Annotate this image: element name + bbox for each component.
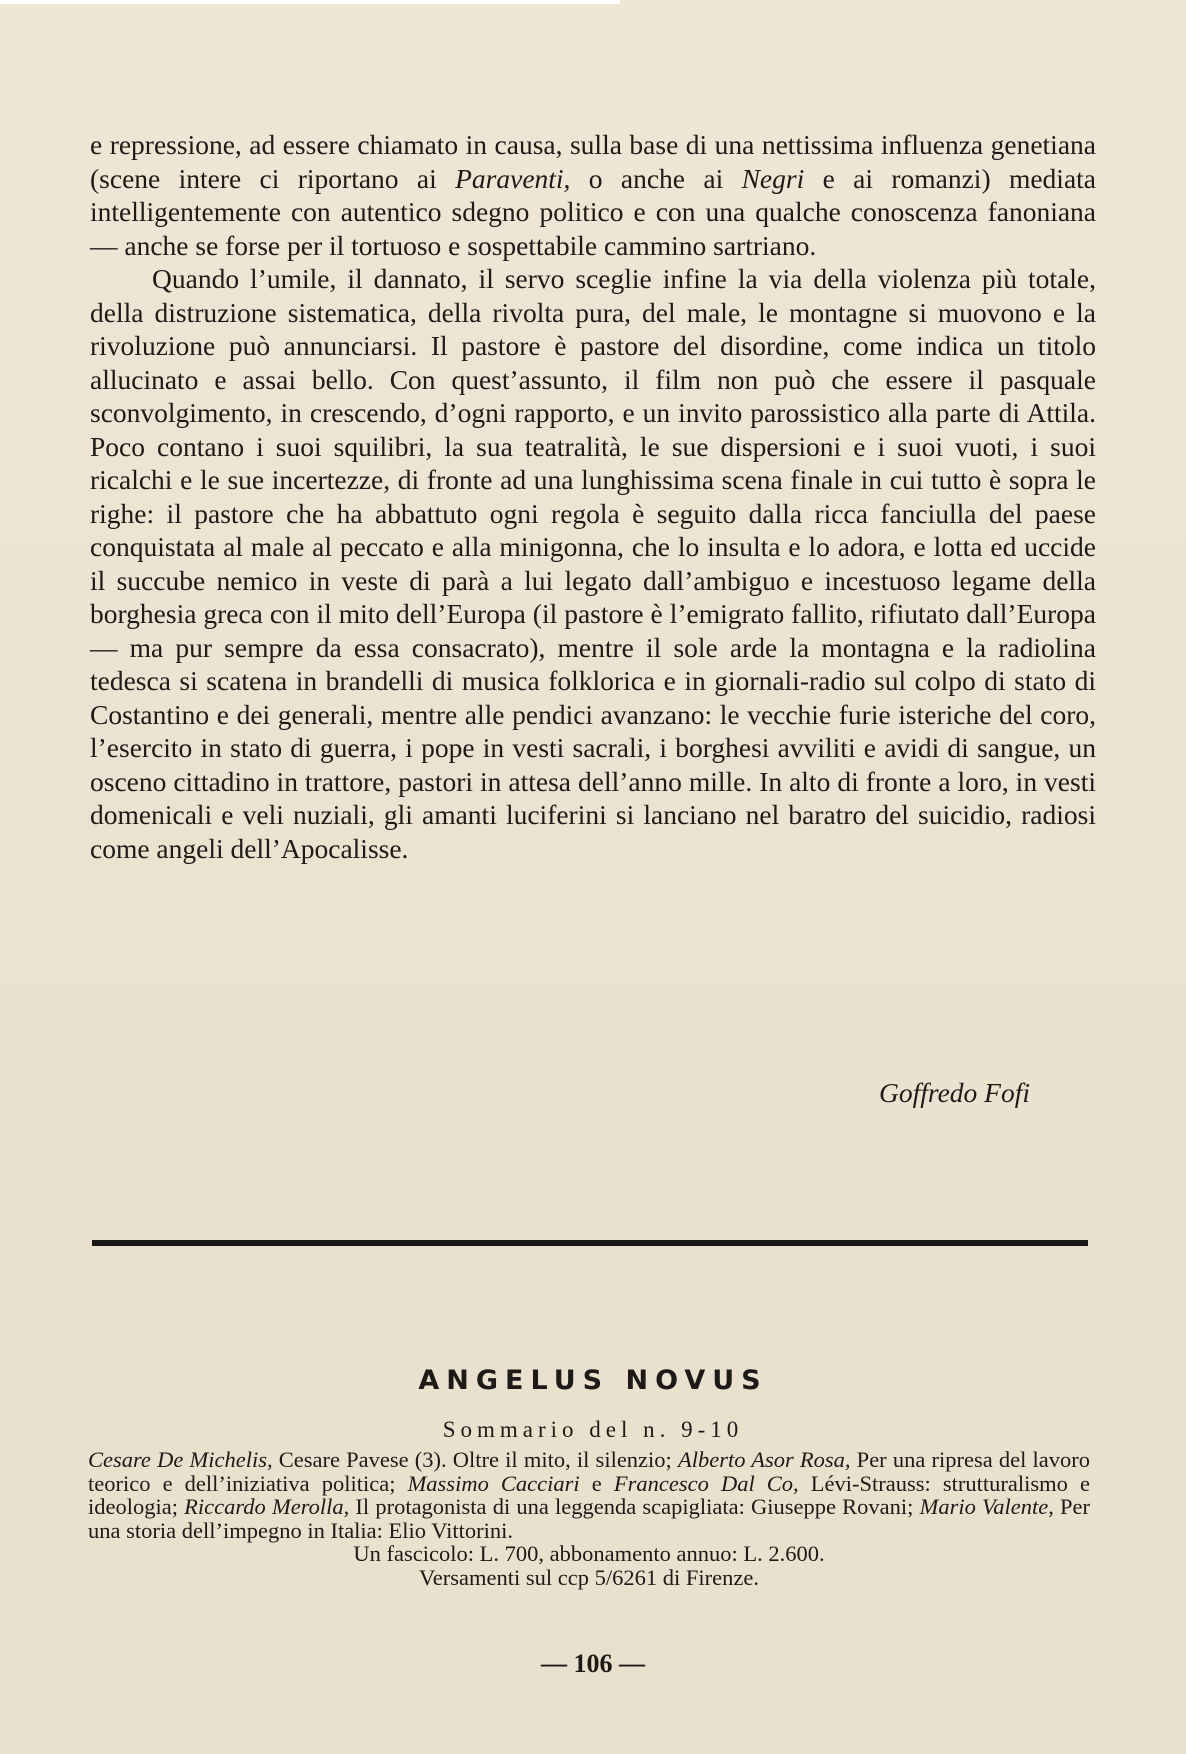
scan-edge bbox=[0, 0, 620, 4]
contents-author: Alberto Asor Rosa, bbox=[677, 1447, 851, 1472]
article-body bbox=[90, 128, 1096, 865]
article-paragraph-2: Quando l’umile, il dannato, il servo sceglie infine la via della violenza più totale, della distruzione sistematica, della rivolta pura, del male, le montagne si muovono e la rivoluzione può annunciarsi. Il pastore è pastore del disordine, come indica un titolo allucinato e assai bello. Con quest’assunto, il film non può che essere il pasquale sconvolgimento, in crescendo, d’ogni rapporto, e un invito parossistico alla parte di Attila. Poco contano i suoi squilibri, la sua teatralità, le sue dispersioni e i suoi vuoti, i suoi ricalchi e le sue incertezze, di fronte ad una lunghissima scena finale in cui tutto è sopra le righe: il pastore che ha abbattuto ogni regola è seguito dalla ricca fanciulla del paese conquistata al male al peccato e alla minigonna, che lo insulta e lo adora, e lotta ed uccide il succube nemico in veste di parà a lui legato dall’ambiguo e incestuoso legame della borghesia greca con il mito dell’Europa (il pastore è l’emigrato fallito, rifiutato dall’Europa — ma pur sempre da essa consacrato), mentre il sole arde la montagna e la radiolina tedesca si scatena in brandelli di musica folklorica e in giornali-radio sul colpo di stato di Costantino e dei generali, mentre alle pendici avanzano: le vecchie furie isteriche del coro, l’esercito in stato di guerra, i pope in vesti sacrali, i borghesi avviliti e avidi di sangue, un osceno cittadino in trattore, pastori in attesa dell’anno mille. In alto di fronte a loro, in vesti domenicali e veli nuziali, gli amanti luciferini si lanciano nel baratro del suicidio, radiosi come angeli dell’Apocalisse. bbox=[90, 263, 1096, 864]
author-signature: Goffredo Fofi bbox=[879, 1077, 1030, 1108]
contents-author: Riccardo Merolla, bbox=[184, 1494, 350, 1519]
contents-text: e bbox=[579, 1470, 614, 1496]
magazine-title: ANGELUS NOVUS bbox=[418, 1365, 768, 1396]
contents-author: Massimo Cacciari bbox=[407, 1470, 580, 1496]
contents-text: Il protagonista di una leggenda scapigliata: Giuseppe Rovani; bbox=[349, 1494, 920, 1519]
contents-text: Per una storia dell’impegno in Italia: Elio Vittorini. bbox=[88, 1494, 1090, 1543]
contents-author: Mario Valente, bbox=[919, 1494, 1054, 1519]
text-run: o anche ai bbox=[570, 162, 742, 194]
contents-author: Cesare De Michelis, bbox=[88, 1447, 273, 1472]
contents-author: Francesco Dal Co, bbox=[613, 1470, 799, 1496]
section-divider bbox=[92, 1240, 1088, 1246]
payment-line: Versamenti sul ccp 5/6261 di Firenze. bbox=[419, 1564, 759, 1590]
text-run: e ai romanzi) mediata intelligentemente con autentico sdegno politico e con una qualche conoscenza fanoniana — anche se forse per il tortuoso e sospettabile cammino sartriano. bbox=[90, 162, 1096, 261]
italic-title-negri: Negri bbox=[741, 162, 805, 194]
article-paragraph-1 bbox=[90, 128, 1096, 262]
magazine-subtitle: Sommario del n. 9-10 bbox=[442, 1417, 744, 1442]
italic-title-paraventi: Paraventi, bbox=[455, 162, 571, 194]
price-line: Un fascicolo: L. 700, abbonamento annuo: L. 2.600. bbox=[353, 1541, 825, 1566]
magazine-contents bbox=[88, 1448, 1090, 1589]
contents-text: Cesare Pavese (3). Oltre il mito, il silenzio; bbox=[272, 1447, 678, 1472]
contents-text: Lévi-Strauss: strutturalismo e ideologia; bbox=[88, 1470, 1090, 1519]
contents-text: Per una ripresa del lavoro teorico e dell’iniziativa politica; bbox=[88, 1447, 1090, 1496]
text-run: e repressione, ad essere chiamato in causa, sulla base di una nettissima influenza genetiana (scene intere ci riportano ai bbox=[90, 129, 1096, 194]
page-number: — 106 — bbox=[541, 1649, 645, 1678]
